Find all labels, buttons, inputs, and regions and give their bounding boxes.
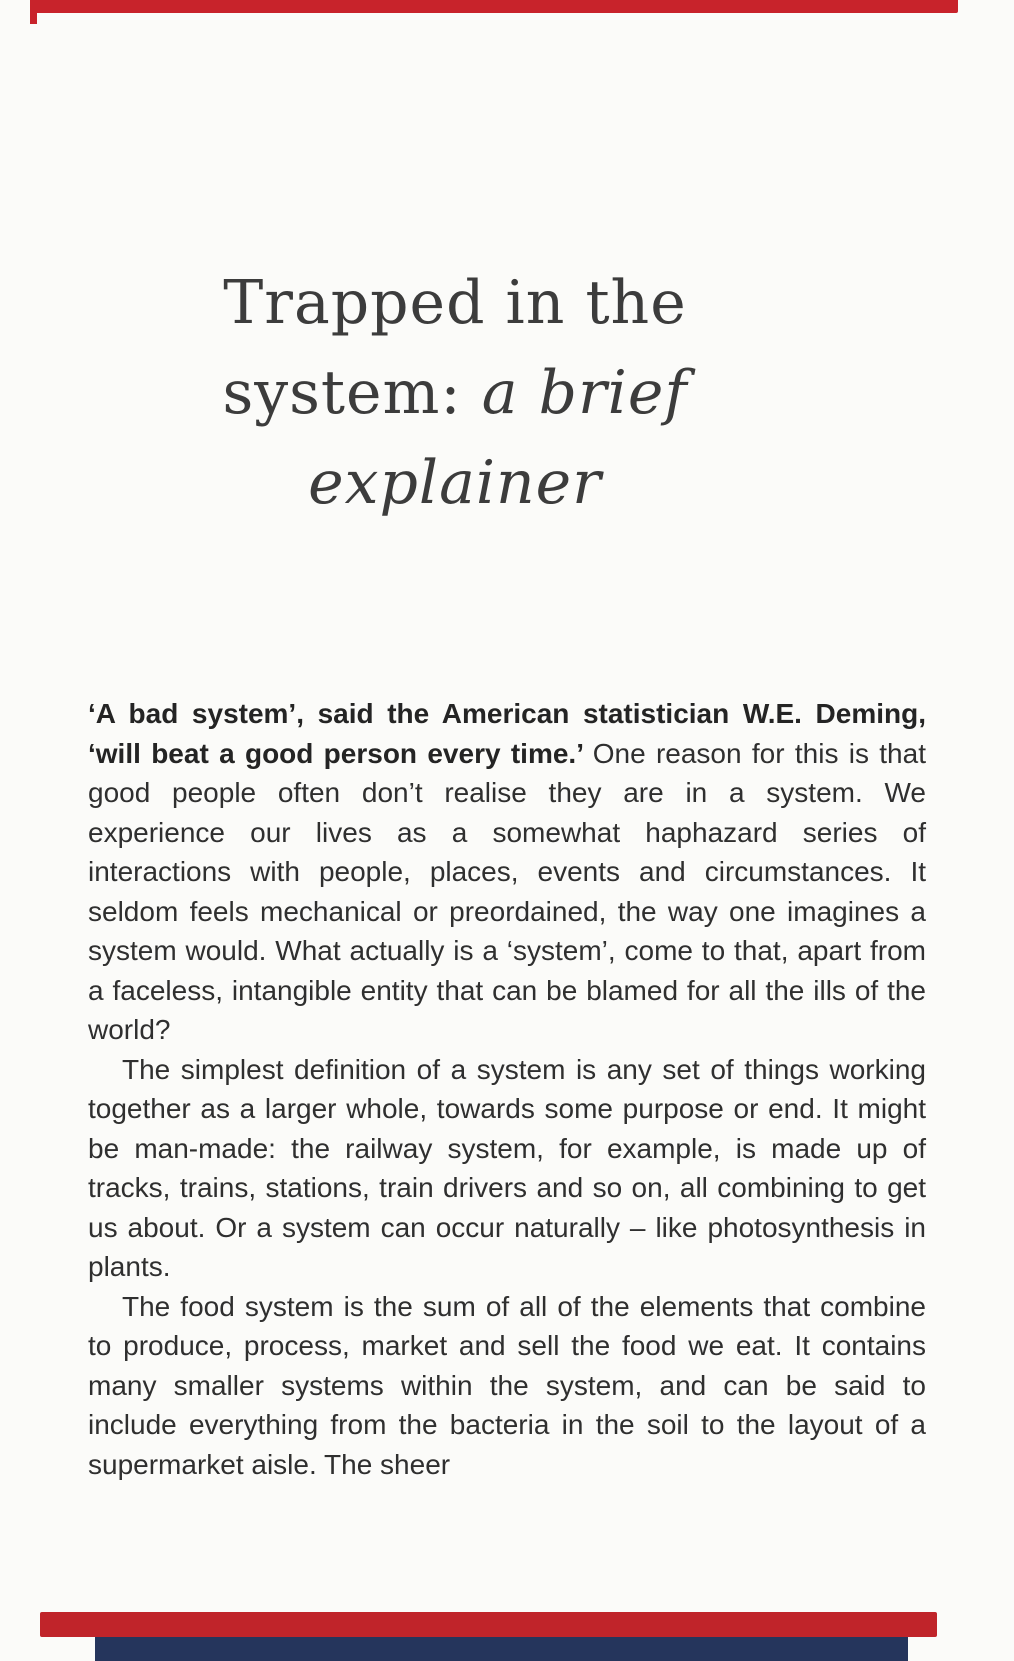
book-cover-top-left-corner (30, 0, 37, 24)
chapter-title-line-3: explainer (308, 448, 602, 518)
chapter-title-line-2-roman: system: (222, 358, 482, 428)
book-cover-bottom-blue-edge (95, 1637, 908, 1661)
book-cover-bottom-red-edge (40, 1612, 937, 1637)
paragraph-2: The simplest definition of a system is any set of things working together as a larger whole, towards some purpose or end. It might be man-made: the railway system, for example, is made up of tracks, trains, stations, train drivers and so on, all combining to get us about. Or a system can occur naturally – like photosynthesis in plants. (88, 1053, 926, 1282)
paragraph-1-bold-quote: ‘A bad system’, said the American statistician W.E. Deming, ‘will beat a good person every time.’ (88, 698, 926, 769)
book-cover-top-edge (30, 0, 958, 13)
chapter-body (88, 694, 926, 1484)
paragraph-3: The food system is the sum of all of the elements that combine to produce, process, market and sell the food we eat. It contains many smaller systems within the system, and can be said to include everything from the bacteria in the soil to the layout of a supermarket aisle. The sheer (88, 1290, 926, 1480)
chapter-title-line-2-italic: a brief (481, 358, 688, 428)
chapter-title (105, 258, 805, 528)
paragraph-1 (88, 694, 926, 1050)
paragraph-1-text: One reason for this is that good people often don’t realise they are in a system. We experience our lives as a somewhat haphazard series of interactions with people, places, events and circumstances. It seldom feels mechanical or preordained, the way one imagines a system would. What actually is a ‘system’, come to that, apart from a faceless, intangible entity that can be blamed for all the ills of the world? (88, 737, 926, 1045)
chapter-title-line-2 (105, 348, 805, 438)
chapter-title-line-1: Trapped in the (223, 268, 687, 338)
